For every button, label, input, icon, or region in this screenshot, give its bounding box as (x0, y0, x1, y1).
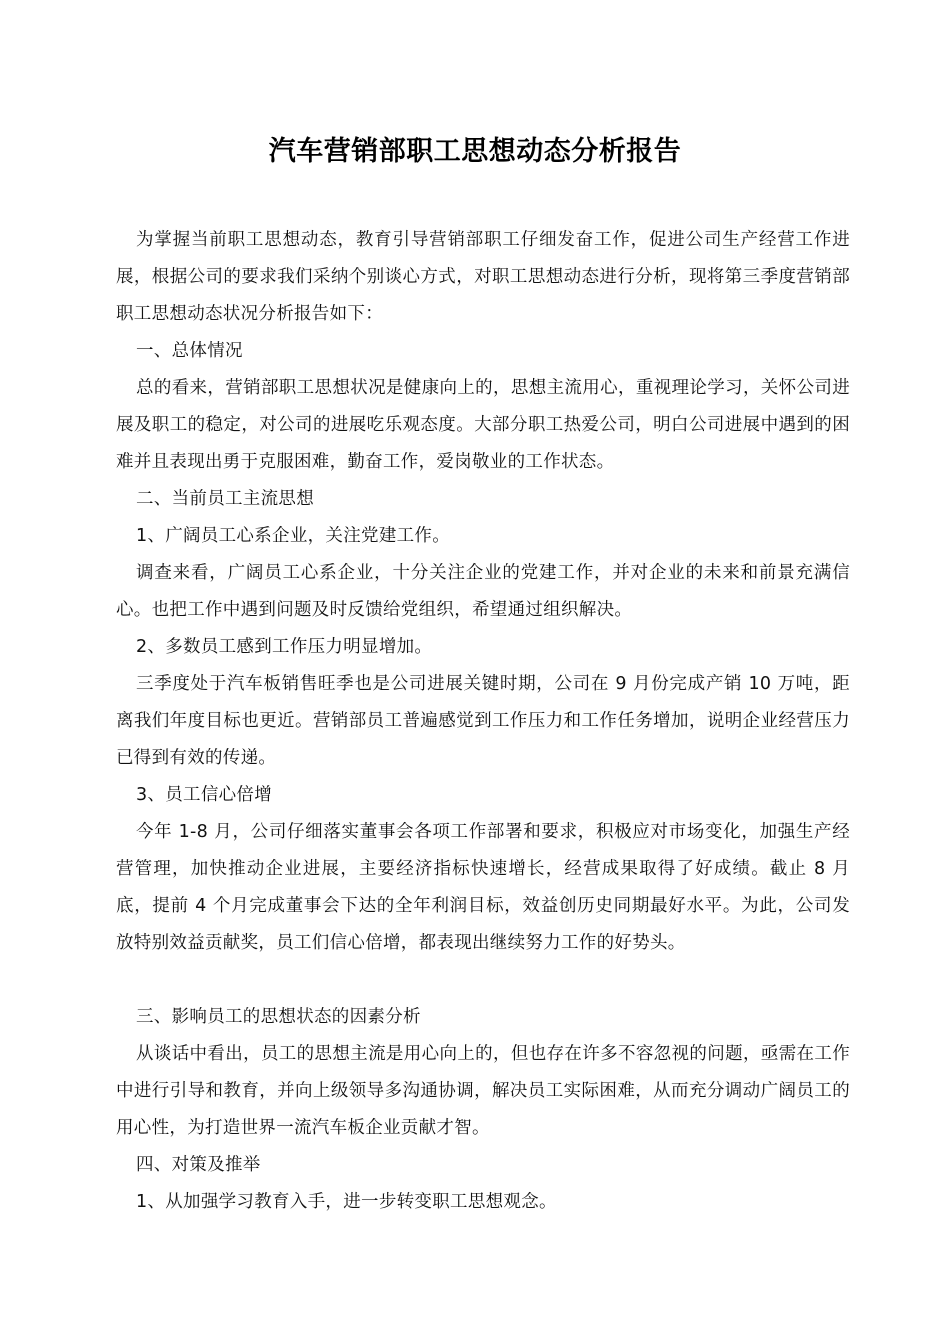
subheading-work-pressure: 2、多数员工感到工作压力明显增加。 (136, 637, 433, 657)
document-body (116, 222, 850, 1221)
intro-paragraph: 为掌握当前职工思想动态，教育引导营销部职工仔细发奋工作，促进公司生产经营工作进展，根据公司的要求我们采纳个别谈心方式，对职工思想动态进行分析，现将第三季度营销部职工思想动态状况分析报告如下： (116, 230, 850, 324)
care-enterprise-paragraph: 调查来看，广阔员工心系企业，十分关注企业的党建工作，并对企业的未来和前景充满信心。也把工作中遇到问题及时反馈给党组织，希望通过组织解决。 (116, 563, 850, 620)
work-pressure-paragraph: 三季度处于汽车板销售旺季也是公司进展关键时期，公司在 9 月份完成产销 10 万吨，距离我们年度目标也更近。营销部员工普遍感觉到工作压力和工作任务增加，说明企业经营压力已得到有效的传递。 (116, 674, 850, 768)
section-heading-factors: 三、影响员工的思想状态的因素分析 (136, 1007, 421, 1027)
section-heading-mainstream: 二、当前员工主流思想 (136, 489, 314, 509)
document-title: 汽车营销部职工思想动态分析报告 (268, 136, 682, 167)
factors-paragraph: 从谈话中看出，员工的思想主流是用心向上的，但也存在许多不容忽视的问题，亟需在工作中进行引导和教育，并向上级领导多沟通协调，解决员工实际困难，从而充分调动广阔员工的用心性，为打造世界一流汽车板企业贡献才智。 (116, 1044, 850, 1138)
section-heading-measures: 四、对策及推举 (136, 1155, 261, 1175)
subheading-confidence: 3、员工信心倍增 (136, 785, 273, 805)
subheading-care-enterprise: 1、广阔员工心系企业，关注党建工作。 (136, 526, 451, 546)
confidence-paragraph: 今年 1-8 月，公司仔细落实董事会各项工作部署和要求，积极应对市场变化，加强生产经营管理，加快推动企业进展，主要经济指标快速增长，经营成果取得了好成绩。截止 8 月底，提前 4 个月完成董事会下达的全年利润目标，效益创历史同期最好水平。为此，公司发放特别效益贡献奖，员工们信心倍增，都表现出继续努力工作的好势头。 (116, 822, 850, 953)
section-heading-overall: 一、总体情况 (136, 341, 243, 361)
subheading-study-education: 1、从加强学习教育入手，进一步转变职工思想观念。 (136, 1192, 557, 1212)
overall-paragraph: 总的看来，营销部职工思想状况是健康向上的，思想主流用心，重视理论学习，关怀公司进展及职工的稳定，对公司的进展吃乐观态度。大部分职工热爱公司，明白公司进展中遇到的困难并且表现出勇于克服困难，勤奋工作，爱岗敬业的工作状态。 (116, 378, 850, 472)
